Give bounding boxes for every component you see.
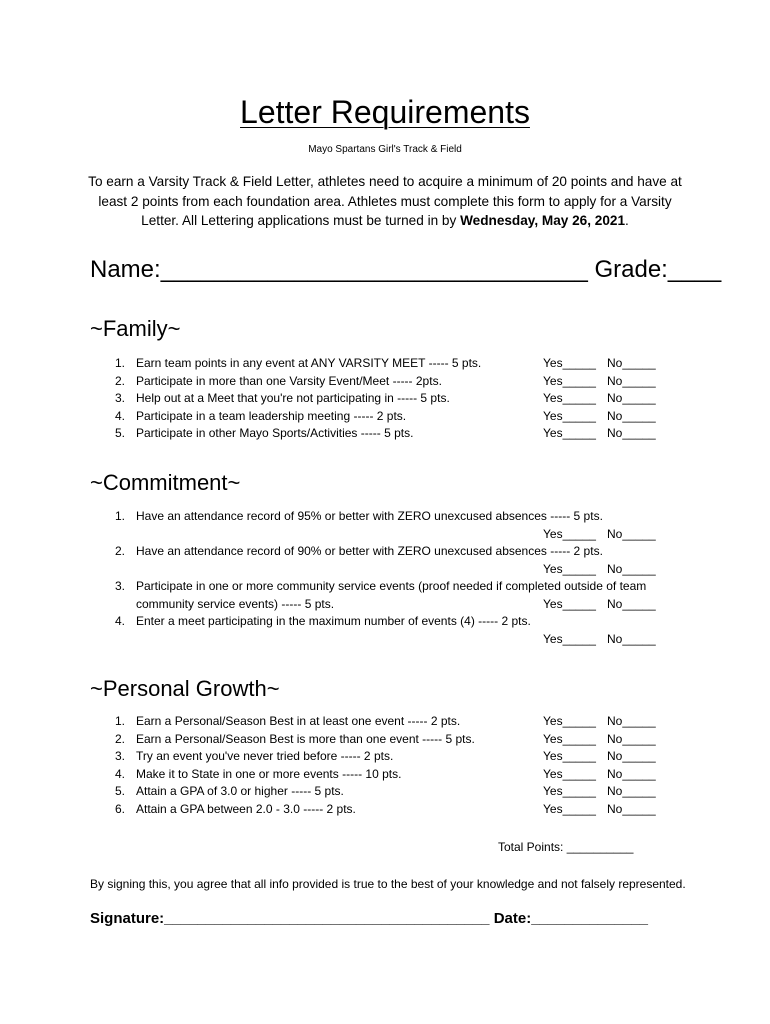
yes-field[interactable]: Yes_____ [543,631,596,646]
no-field[interactable]: No_____ [607,426,656,440]
item-text: Earn a Personal/Season Best is more than one event ----- 5 pts. [136,731,475,746]
item-number: 2. [114,731,125,746]
yes-field[interactable]: Yes_____ [543,526,596,541]
yes-field[interactable]: Yes_____ [543,561,596,576]
yes-field[interactable]: Yes_____ [543,749,596,763]
item-number: 4. [114,614,125,628]
item-text-continued: community service events) ----- 5 pts. [136,596,335,611]
item-number: 3. [114,749,125,763]
yes-field[interactable]: Yes_____ [543,714,596,728]
list-item [0,543,770,578]
no-field[interactable]: No_____ [607,373,656,388]
intro-paragraph [80,172,690,231]
item-number: 3. [114,579,125,593]
item-text: Have an attendance record of 95% or better with ZERO unexcused absences ----- 5 pts. [136,509,603,523]
no-field[interactable]: No_____ [607,631,656,646]
item-text: Participate in a team leadership meeting ----- 2 pts. [136,408,407,423]
item-text: Make it to State in one or more events ----- 10 pts. [136,766,402,781]
signature-date-field[interactable]: Signature:_______________________________________ Date:______________ [90,910,648,927]
agreement-text: By signing this, you agree that all info provided is true to the best of your knowledge and not falsely represented. [90,877,686,891]
no-field[interactable]: No_____ [607,731,656,746]
no-field[interactable]: No_____ [607,391,656,405]
total-points-field[interactable]: Total Points: __________ [498,840,634,854]
item-text: Earn a Personal/Season Best in at least one event ----- 2 pts. [136,714,461,728]
item-number: 1. [114,509,125,523]
yes-field[interactable]: Yes_____ [543,373,596,388]
yes-field[interactable]: Yes_____ [543,391,596,405]
yes-field[interactable]: Yes_____ [543,596,596,611]
item-text: Try an event you've never tried before ----- 2 pts. [136,749,394,763]
no-field[interactable]: No_____ [607,596,656,611]
growth-heading: ~Personal Growth~ [90,676,280,701]
list-item [0,578,770,613]
page-title: Letter Requirements [240,94,530,130]
commitment-heading: ~Commitment~ [90,470,241,495]
list-item [0,613,770,648]
intro-end: . [625,213,629,228]
intro-text: To earn a Varsity Track & Field Letter, athletes need to acquire a minimum of 20 points and have at least 2 points from each foundation area. Athletes must complete this form to apply for a Varsity Letter. All Lettering applications must be turned in by [88,174,682,228]
item-text: Earn team points in any event at ANY VARSITY MEET ----- 5 pts. [136,356,482,370]
item-number: 4. [114,408,125,423]
yes-field[interactable]: Yes_____ [543,408,596,423]
no-field[interactable]: No_____ [607,714,656,728]
item-text: Participate in one or more community service events (proof needed if completed outside of team [136,579,647,593]
item-number: 1. [114,714,125,728]
item-text: Attain a GPA of 3.0 or higher ----- 5 pts. [136,784,344,798]
yes-field[interactable]: Yes_____ [543,356,596,370]
item-number: 1. [114,356,125,370]
item-number: 5. [114,784,125,798]
item-number: 2. [114,373,125,388]
no-field[interactable]: No_____ [607,749,656,763]
yes-field[interactable]: Yes_____ [543,731,596,746]
yes-field[interactable]: Yes_____ [543,801,596,816]
family-heading: ~Family~ [90,316,181,341]
no-field[interactable]: No_____ [607,784,656,798]
item-text: Enter a meet participating in the maximum number of events (4) ----- 2 pts. [136,614,531,628]
item-text: Participate in more than one Varsity Event/Meet ----- 2pts. [136,373,442,388]
no-field[interactable]: No_____ [607,356,656,370]
list-item [0,508,770,543]
item-text: Participate in other Mayo Sports/Activities ----- 5 pts. [136,426,414,440]
yes-field[interactable]: Yes_____ [543,426,596,440]
name-grade-field[interactable]: Name:________________________________ Grade:____ [90,256,722,283]
item-number: 2. [114,544,125,558]
item-number: 5. [114,426,125,440]
item-text: Attain a GPA between 2.0 - 3.0 ----- 2 pts. [136,801,356,816]
item-text: Help out at a Meet that you're not participating in ----- 5 pts. [136,391,450,405]
deadline-date: Wednesday, May 26, 2021 [460,213,626,228]
no-field[interactable]: No_____ [607,766,656,781]
yes-field[interactable]: Yes_____ [543,766,596,781]
item-number: 6. [114,801,125,816]
page-subtitle: Mayo Spartans Girl's Track & Field [308,144,462,155]
item-number: 4. [114,766,125,781]
no-field[interactable]: No_____ [607,408,656,423]
yes-field[interactable]: Yes_____ [543,784,596,798]
no-field[interactable]: No_____ [607,801,656,816]
item-text: Have an attendance record of 90% or better with ZERO unexcused absences ----- 2 pts. [136,544,603,558]
no-field[interactable]: No_____ [607,526,656,541]
no-field[interactable]: No_____ [607,561,656,576]
item-number: 3. [114,391,125,405]
